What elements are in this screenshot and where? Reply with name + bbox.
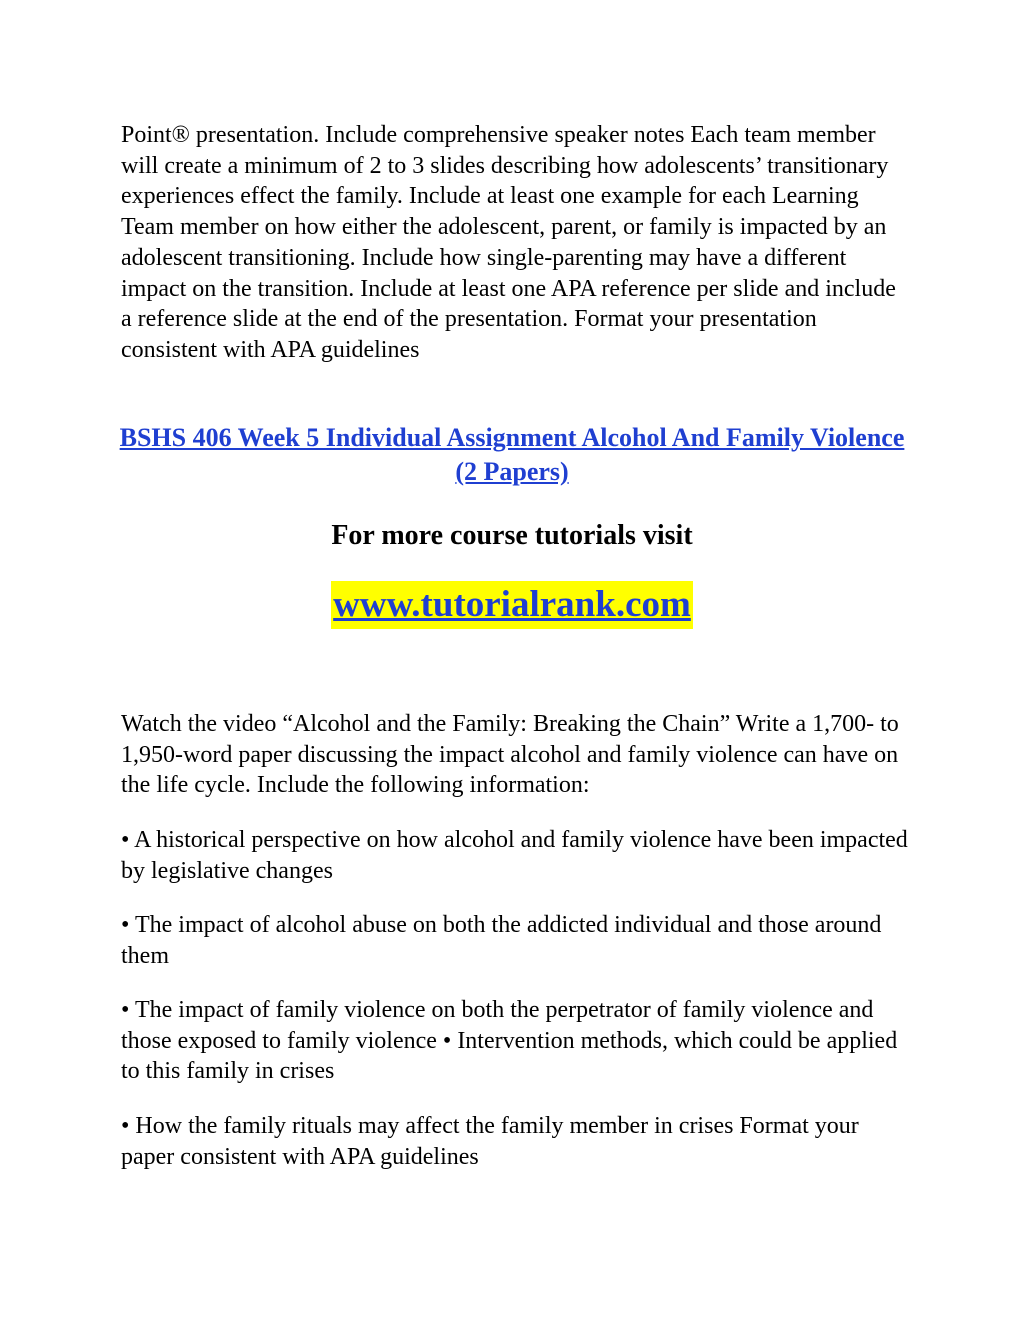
website-link[interactable]: www.tutorialrank.com [331, 581, 693, 629]
assignment-link-heading [112, 421, 912, 489]
bullet-family-rituals: • How the family rituals may affect the family member in crises Format your paper consistent with APA guidelines [121, 1113, 859, 1170]
website-link-container [112, 581, 912, 629]
visit-heading: For more course tutorials visit [331, 520, 693, 551]
bullet-family-violence-impact: • The impact of family violence on both the perpetrator of family violence and those exposed to family violence • Intervention methods, which could be applied to this family in crises [121, 997, 898, 1085]
intro-paragraph: Point® presentation. Include comprehensive speaker notes Each team member will create a minimum of 2 to 3 slides describing how adolescents’ transitionary experiences effect the family. Include at least one example for each Learning Team member on how either the adolescent, parent, or family is impacted by an adolescent transitioning. Include how single-parenting may have a different impact on the transition. Include at least one APA reference per slide and include a reference slide at the end of the presentation. Format your presentation consistent with APA guidelines [121, 122, 896, 363]
assignment-link[interactable]: BSHS 406 Week 5 Individual Assignment Alcohol And Family Violence (2 Papers) [119, 423, 905, 486]
video-paragraph: Watch the video “Alcohol and the Family: Breaking the Chain” Write a 1,700- to 1,950-word paper discussing the impact alcohol and family violence can have on the life cycle. Include the following information: [121, 711, 899, 799]
bullet-alcohol-abuse-impact: • The impact of alcohol abuse on both the addicted individual and those around them [121, 912, 882, 969]
bullet-historical-perspective: • A historical perspective on how alcohol and family violence have been impacted by legislative changes [121, 827, 908, 884]
